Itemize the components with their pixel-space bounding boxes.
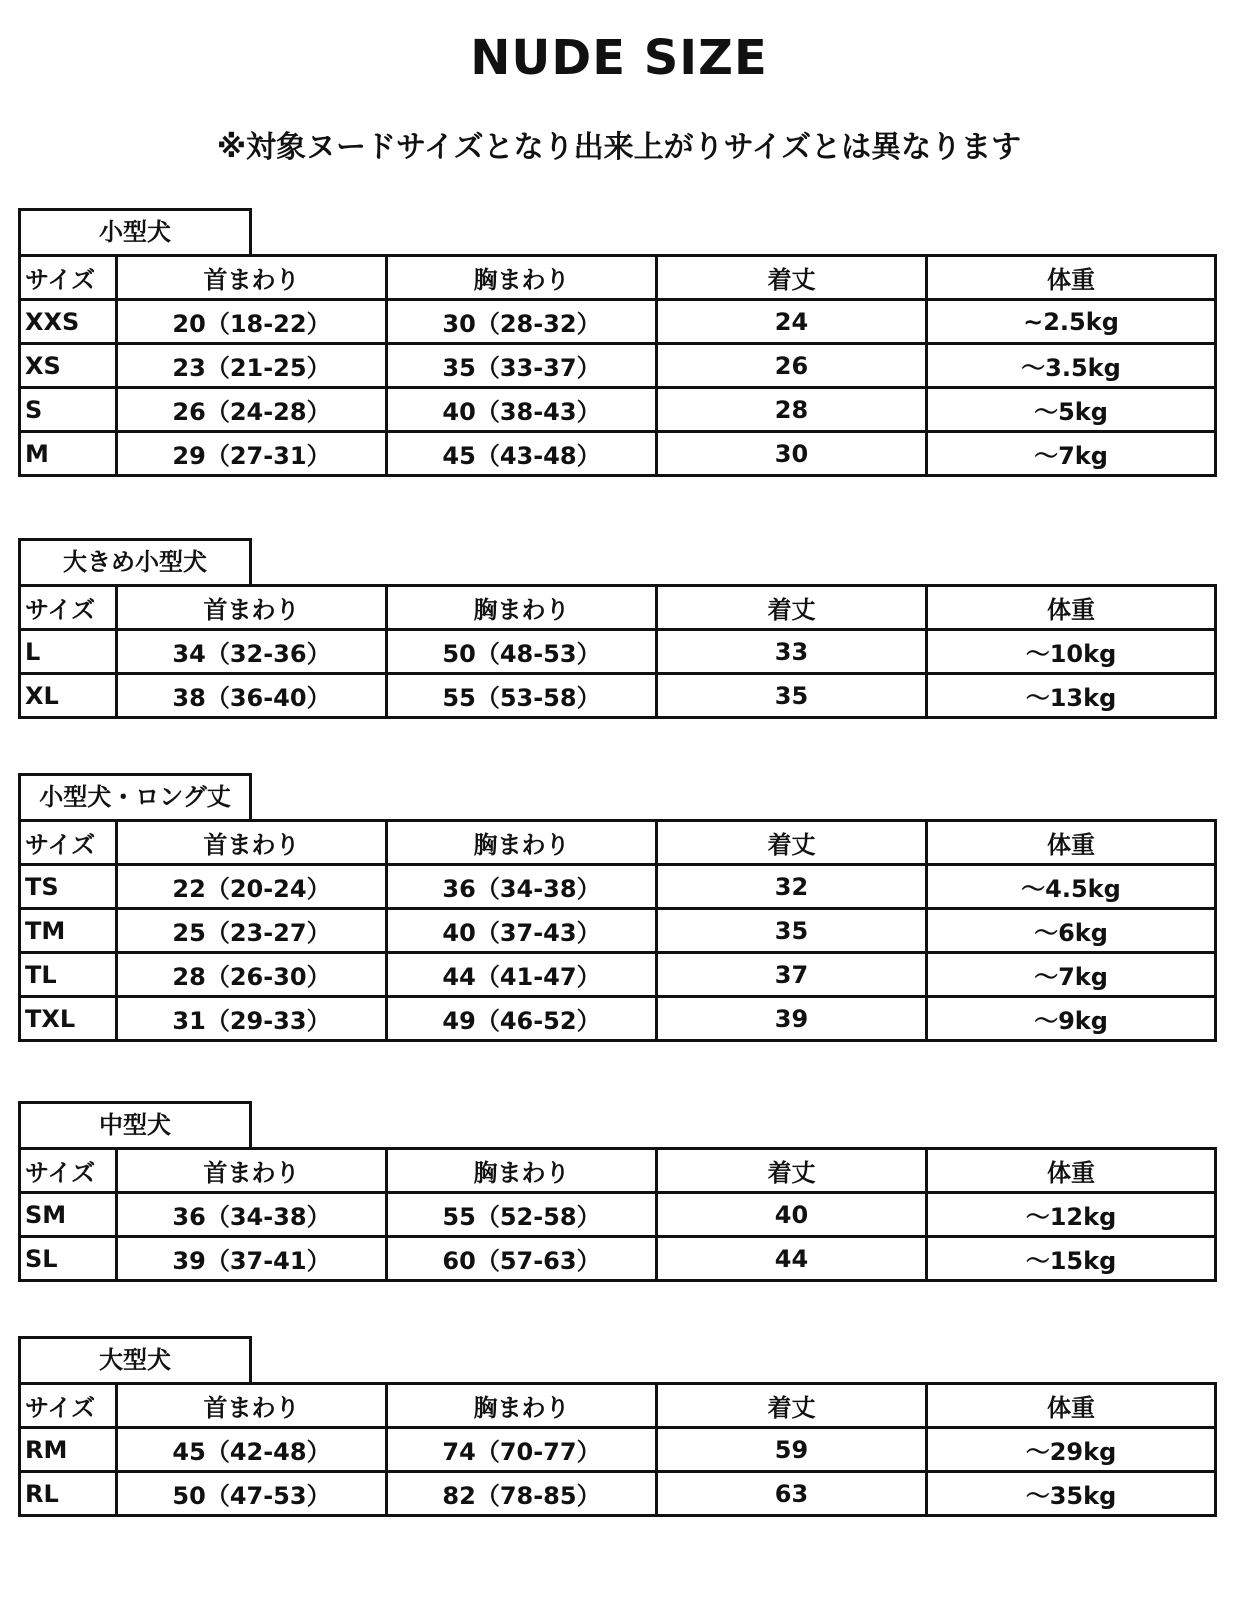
cell-size: RM — [20, 1428, 117, 1472]
cell-size: TS — [20, 865, 117, 909]
cell-chest: 50（48-53） — [387, 630, 657, 674]
cell-size: S — [20, 388, 117, 432]
table-row — [20, 1193, 1216, 1237]
cell-weight: ～4.5kg — [927, 865, 1216, 909]
section-label: 小型犬・ロング丈 — [18, 773, 252, 819]
cell-length: 33 — [657, 630, 927, 674]
header-weight: 体重 — [927, 1149, 1216, 1193]
header-length: 着丈 — [657, 1384, 927, 1428]
table-row — [20, 388, 1216, 432]
table-row — [20, 865, 1216, 909]
cell-chest: 55（53-58） — [387, 674, 657, 718]
cell-neck: 26（24-28） — [117, 388, 387, 432]
cell-size: SL — [20, 1237, 117, 1281]
size-table — [18, 1147, 1217, 1282]
cell-weight: ～35kg — [927, 1472, 1216, 1516]
table-row — [20, 432, 1216, 476]
cell-weight: ～15kg — [927, 1237, 1216, 1281]
cell-neck: 34（32-36） — [117, 630, 387, 674]
cell-size: TM — [20, 909, 117, 953]
header-length: 着丈 — [657, 256, 927, 300]
cell-chest: 55（52-58） — [387, 1193, 657, 1237]
cell-length: 35 — [657, 909, 927, 953]
cell-chest: 40（37-43） — [387, 909, 657, 953]
header-length: 着丈 — [657, 586, 927, 630]
page-title: NUDE SIZE — [470, 30, 768, 86]
header-row — [20, 256, 1216, 300]
header-size: サイズ — [20, 256, 117, 300]
cell-size: TXL — [20, 997, 117, 1041]
cell-length: 32 — [657, 865, 927, 909]
header-weight: 体重 — [927, 821, 1216, 865]
cell-chest: 44（41-47） — [387, 953, 657, 997]
size-table — [18, 1382, 1217, 1517]
section-label: 中型犬 — [18, 1101, 252, 1147]
cell-weight: ～3.5kg — [927, 344, 1216, 388]
table-row — [20, 997, 1216, 1041]
cell-neck: 31（29-33） — [117, 997, 387, 1041]
cell-size: M — [20, 432, 117, 476]
header-chest: 胸まわり — [387, 821, 657, 865]
size-table — [18, 254, 1217, 477]
cell-chest: 35（33-37） — [387, 344, 657, 388]
cell-neck: 45（42-48） — [117, 1428, 387, 1472]
cell-weight: ～13kg — [927, 674, 1216, 718]
table-row — [20, 953, 1216, 997]
cell-neck: 50（47-53） — [117, 1472, 387, 1516]
header-chest: 胸まわり — [387, 256, 657, 300]
cell-length: 26 — [657, 344, 927, 388]
cell-chest: 82（78-85） — [387, 1472, 657, 1516]
section-label: 大型犬 — [18, 1336, 252, 1382]
cell-length: 59 — [657, 1428, 927, 1472]
table-row — [20, 1472, 1216, 1516]
cell-length: 63 — [657, 1472, 927, 1516]
table-row — [20, 344, 1216, 388]
cell-length: 24 — [657, 300, 927, 344]
cell-chest: 36（34-38） — [387, 865, 657, 909]
cell-neck: 23（21-25） — [117, 344, 387, 388]
table-row — [20, 674, 1216, 718]
cell-weight: ～9kg — [927, 997, 1216, 1041]
cell-weight: ～10kg — [927, 630, 1216, 674]
header-neck: 首まわり — [117, 586, 387, 630]
header-neck: 首まわり — [117, 1384, 387, 1428]
table-row — [20, 909, 1216, 953]
header-chest: 胸まわり — [387, 586, 657, 630]
cell-weight: ～29kg — [927, 1428, 1216, 1472]
cell-length: 35 — [657, 674, 927, 718]
cell-chest: 49（46-52） — [387, 997, 657, 1041]
cell-size: TL — [20, 953, 117, 997]
cell-neck: 25（23-27） — [117, 909, 387, 953]
header-neck: 首まわり — [117, 256, 387, 300]
table-row — [20, 1237, 1216, 1281]
header-size: サイズ — [20, 1384, 117, 1428]
header-neck: 首まわり — [117, 821, 387, 865]
cell-chest: 60（57-63） — [387, 1237, 657, 1281]
header-row — [20, 1384, 1216, 1428]
cell-weight: ～7kg — [927, 432, 1216, 476]
header-weight: 体重 — [927, 586, 1216, 630]
cell-chest: 45（43-48） — [387, 432, 657, 476]
cell-weight: ～6kg — [927, 909, 1216, 953]
cell-chest: 40（38-43） — [387, 388, 657, 432]
cell-size: SM — [20, 1193, 117, 1237]
cell-length: 37 — [657, 953, 927, 997]
cell-size: XL — [20, 674, 117, 718]
cell-length: 40 — [657, 1193, 927, 1237]
header-weight: 体重 — [927, 1384, 1216, 1428]
cell-neck: 29（27-31） — [117, 432, 387, 476]
size-table — [18, 819, 1217, 1042]
header-chest: 胸まわり — [387, 1384, 657, 1428]
cell-weight: ~2.5kg — [927, 300, 1216, 344]
cell-length: 44 — [657, 1237, 927, 1281]
cell-chest: 30（28-32） — [387, 300, 657, 344]
header-length: 着丈 — [657, 821, 927, 865]
header-row — [20, 1149, 1216, 1193]
cell-chest: 74（70-77） — [387, 1428, 657, 1472]
cell-length: 28 — [657, 388, 927, 432]
header-row — [20, 821, 1216, 865]
cell-size: L — [20, 630, 117, 674]
cell-size: RL — [20, 1472, 117, 1516]
size-note: ※対象ヌードサイズとなり出来上がりサイズとは異なります — [216, 130, 1022, 165]
cell-neck: 36（34-38） — [117, 1193, 387, 1237]
cell-neck: 20（18-22） — [117, 300, 387, 344]
cell-neck: 39（37-41） — [117, 1237, 387, 1281]
header-weight: 体重 — [927, 256, 1216, 300]
cell-size: XS — [20, 344, 117, 388]
cell-weight: ～7kg — [927, 953, 1216, 997]
size-table — [18, 584, 1217, 719]
table-row — [20, 300, 1216, 344]
header-size: サイズ — [20, 1149, 117, 1193]
cell-neck: 22（20-24） — [117, 865, 387, 909]
cell-weight: ～5kg — [927, 388, 1216, 432]
header-length: 着丈 — [657, 1149, 927, 1193]
cell-weight: ～12kg — [927, 1193, 1216, 1237]
cell-length: 30 — [657, 432, 927, 476]
header-row — [20, 586, 1216, 630]
header-size: サイズ — [20, 586, 117, 630]
cell-length: 39 — [657, 997, 927, 1041]
table-row — [20, 1428, 1216, 1472]
cell-neck: 28（26-30） — [117, 953, 387, 997]
cell-neck: 38（36-40） — [117, 674, 387, 718]
section-label: 小型犬 — [18, 208, 252, 254]
header-chest: 胸まわり — [387, 1149, 657, 1193]
header-size: サイズ — [20, 821, 117, 865]
table-row — [20, 630, 1216, 674]
section-label: 大きめ小型犬 — [18, 538, 252, 584]
header-neck: 首まわり — [117, 1149, 387, 1193]
cell-size: XXS — [20, 300, 117, 344]
